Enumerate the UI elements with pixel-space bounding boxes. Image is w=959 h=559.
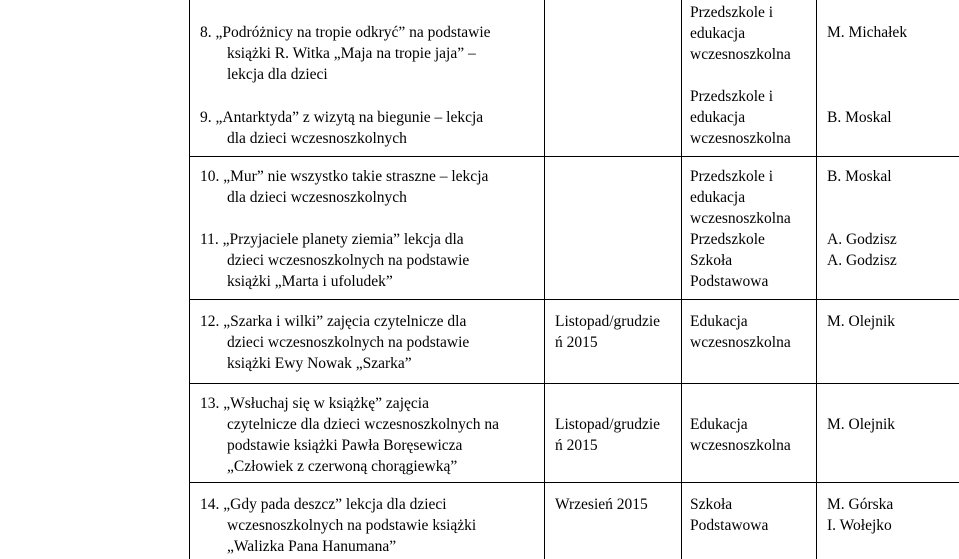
row-target-12: Edukacja wczesnoszkolna <box>690 313 791 351</box>
row-title-14: 14. „Gdy pada deszcz” lekcja dla dzieci wczesnoszkolnych na podstawie książki „Walizka Pana Hanumana” <box>200 496 477 555</box>
row-divider <box>189 482 959 483</box>
row-date-12: Listopad/grudzie ń 2015 <box>555 313 661 351</box>
row-title-10: 10. „Mur” nie wszystko takie straszne – lekcja dla dzieci wczesnoszkolnych <box>200 168 489 206</box>
row-target-10: Przedszkole i edukacja wczesnoszkolna <box>690 168 791 227</box>
row-person-11: A. Godzisz A. Godzisz <box>827 231 897 269</box>
column-divider <box>681 0 682 559</box>
row-target-9: Przedszkole i edukacja wczesnoszkolna <box>690 88 791 147</box>
row-target-11: Przedszkole Szkoła Podstawowa <box>690 231 769 290</box>
row-person-12: M. Olejnik <box>827 313 896 330</box>
column-divider <box>544 0 545 559</box>
row-title-9: 9. „Antarktyda” z wizytą na biegunie – lekcja dla dzieci wczesnoszkolnych <box>200 109 484 147</box>
row-person-13: M. Olejnik <box>827 416 896 433</box>
row-person-14: M. Górska I. Wołejko <box>827 496 894 534</box>
row-divider <box>189 156 959 157</box>
table-border-left <box>189 0 190 559</box>
row-title-8: 8. „Podróżnicy na tropie odkryć” na podstawie książki R. Witka „Maja na tropie jaja” – lekcja dla dzieci <box>200 24 491 83</box>
row-title-13: 13. „Wsłuchaj się w książkę” zajęcia czytelnicze dla dzieci wczesnoszkolnych na podstawie książki Pawła Boręsewicza „Człowiek z czerwoną chorągiewką” <box>200 395 499 475</box>
row-divider <box>189 299 959 300</box>
row-target-14: Szkoła Podstawowa <box>690 496 769 534</box>
row-person-9: B. Moskal <box>827 109 892 126</box>
row-date-14: Wrzesień 2015 <box>555 496 648 513</box>
row-divider <box>189 383 959 384</box>
row-date-13: Listopad/grudzie ń 2015 <box>555 416 661 454</box>
row-title-11: 11. „Przyjaciele planety ziemia” lekcja dla dzieci wczesnoszkolnych na podstawie książki „Marta i ufoludek” <box>200 231 470 290</box>
row-person-10: B. Moskal <box>827 168 892 185</box>
row-target-13: Edukacja wczesnoszkolna <box>690 416 791 454</box>
row-target-8: Przedszkole i edukacja wczesnoszkolna <box>690 4 791 63</box>
row-title-12: 12. „Szarka i wilki” zajęcia czytelnicze dla dzieci wczesnoszkolnych na podstawie książki Ewy Nowak „Szarka” <box>200 313 470 372</box>
column-divider <box>816 0 817 559</box>
row-person-8: M. Michałek <box>827 24 908 41</box>
